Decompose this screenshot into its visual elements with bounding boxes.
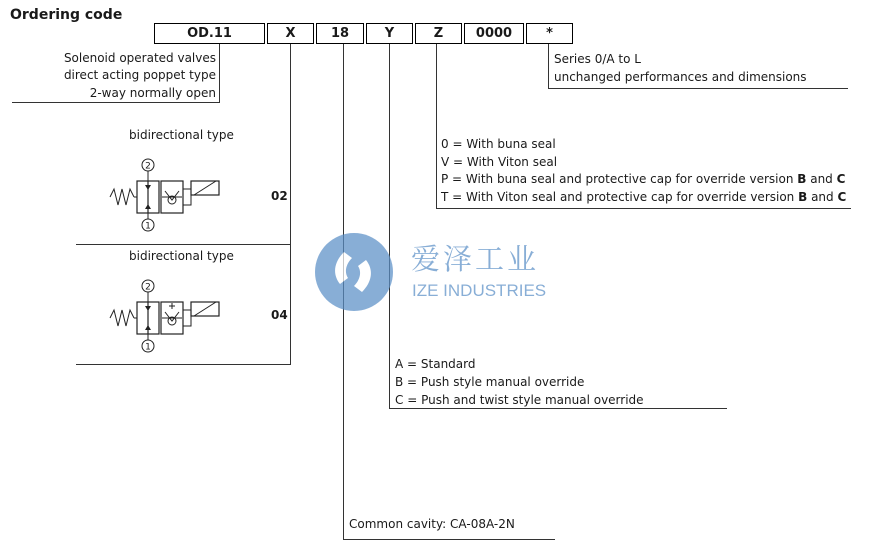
description-connector bbox=[219, 44, 220, 102]
code-box-series: OD.11 bbox=[154, 23, 265, 44]
override-connector bbox=[389, 44, 390, 409]
seal-option-t-c: C bbox=[837, 190, 847, 204]
seal-underline bbox=[436, 208, 851, 209]
seal-option-t-text: T = With Viton seal and protective cap for override version bbox=[441, 190, 799, 204]
series-connector bbox=[548, 44, 549, 89]
cavity-text: Common cavity: CA-08A-2N bbox=[349, 517, 515, 531]
variant-02-label: bidirectional type bbox=[129, 128, 234, 142]
watermark-en: IZE INDUSTRIES bbox=[412, 281, 547, 300]
watermark-logo-icon bbox=[314, 232, 394, 312]
watermark-cn: 爱泽工业 bbox=[411, 242, 540, 276]
override-option-c: C = Push and twist style manual override bbox=[395, 393, 644, 407]
valve-symbol-04-icon bbox=[106, 276, 226, 354]
valve-symbol-02-icon bbox=[106, 155, 226, 233]
variant-02-port-top: 2 bbox=[145, 161, 151, 172]
variant-02-underline bbox=[76, 244, 291, 245]
variant-connector bbox=[290, 44, 291, 364]
seal-option-p-b: B bbox=[797, 172, 807, 186]
variant-02-code: 02 bbox=[271, 189, 288, 203]
page-title: Ordering code bbox=[10, 7, 123, 23]
series-line-1: Series 0/A to L bbox=[554, 52, 641, 66]
seal-option-p-text: P = With buna seal and protective cap for override version bbox=[441, 172, 798, 186]
seal-connector bbox=[436, 44, 437, 209]
description-line-1: Solenoid operated valves bbox=[63, 51, 216, 65]
variant-02-port-bottom: 1 bbox=[145, 221, 151, 232]
description-underline bbox=[12, 102, 220, 103]
code-box-0000: 0000 bbox=[464, 23, 524, 44]
seal-option-v: V = With Viton seal bbox=[441, 155, 558, 169]
seal-option-t-b: B bbox=[798, 190, 808, 204]
seal-option-p-c: C bbox=[836, 172, 846, 186]
description-line-3: 2-way normally open bbox=[89, 86, 216, 100]
seal-option-p-and: and bbox=[806, 172, 837, 186]
code-box-y: Y bbox=[366, 23, 413, 44]
cavity-underline bbox=[343, 539, 555, 540]
seal-option-0: 0 = With buna seal bbox=[441, 137, 556, 151]
seal-option-p bbox=[441, 171, 845, 189]
override-option-a: A = Standard bbox=[395, 357, 476, 371]
description-line-2: direct acting poppet type bbox=[63, 68, 216, 82]
variant-04-port-bottom: 1 bbox=[145, 342, 151, 353]
variant-04-underline bbox=[76, 364, 291, 365]
code-box-z: Z bbox=[415, 23, 462, 44]
variant-04-label: bidirectional type bbox=[129, 249, 234, 263]
variant-04-port-top: 2 bbox=[145, 282, 151, 293]
code-box-x: X bbox=[267, 23, 314, 44]
variant-04-code: 04 bbox=[271, 308, 288, 322]
seal-option-t-and: and bbox=[807, 190, 838, 204]
seal-option-t bbox=[441, 189, 846, 207]
override-option-b: B = Push style manual override bbox=[395, 375, 585, 389]
series-underline bbox=[548, 88, 848, 89]
code-box-18: 18 bbox=[316, 23, 364, 44]
code-box-star: * bbox=[526, 23, 573, 44]
series-line-2: unchanged performances and dimensions bbox=[554, 70, 807, 84]
